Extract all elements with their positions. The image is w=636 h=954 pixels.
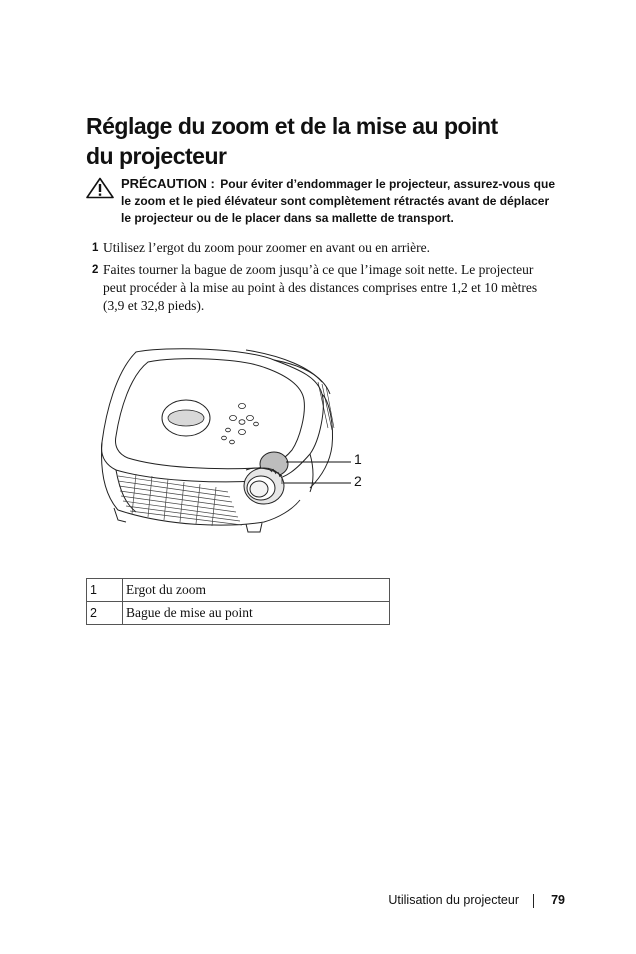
steps-list bbox=[86, 239, 576, 319]
step-text-line: Faites tourner la bague de zoom jusqu’à ce que l’image soit nette. Le projecteur bbox=[103, 262, 534, 277]
legend-number: 2 bbox=[87, 602, 123, 625]
legend-table bbox=[86, 578, 390, 625]
page-number: 79 bbox=[551, 893, 565, 907]
table-row bbox=[87, 579, 390, 602]
page-title bbox=[86, 111, 586, 171]
legend-text: Ergot du zoom bbox=[123, 579, 390, 602]
step-text-line: (3,9 et 32,8 pieds). bbox=[103, 298, 205, 313]
callout-label: 2 bbox=[354, 473, 362, 489]
step-item bbox=[86, 239, 576, 257]
projector-figure bbox=[96, 342, 386, 534]
step-number: 2 bbox=[92, 264, 99, 276]
step-item bbox=[86, 261, 576, 315]
step-number: 1 bbox=[92, 242, 99, 254]
warning-triangle-icon bbox=[86, 177, 114, 199]
caution-line-2: le zoom et le pied élévateur sont complètement rétractés avant de déplacer bbox=[121, 194, 550, 208]
step-text-line: peut procéder à la mise au point à des distances comprises entre 1,2 et 10 mètres bbox=[103, 280, 538, 295]
projector-illustration bbox=[96, 342, 386, 534]
footer-divider bbox=[533, 894, 534, 908]
title-line-2: du projecteur bbox=[86, 143, 227, 169]
title-line-1: Réglage du zoom et de la mise au point bbox=[86, 113, 498, 139]
step-text-line: Utilisez l’ergot du zoom pour zoomer en avant ou en arrière. bbox=[103, 240, 431, 255]
caution-line-1: PRÉCAUTION : Pour éviter d’endommager le projecteur, assurez-vous que bbox=[121, 176, 556, 191]
page-footer bbox=[300, 893, 567, 911]
legend-text: Bague de mise au point bbox=[123, 602, 390, 625]
legend-number: 1 bbox=[87, 579, 123, 602]
caution-label: PRÉCAUTION : bbox=[121, 176, 215, 191]
footer-section-title: Utilisation du projecteur bbox=[388, 893, 519, 907]
caution-line-3: le projecteur ou de le placer dans sa mallette de transport. bbox=[121, 211, 454, 225]
table-row bbox=[87, 602, 390, 625]
caution-text bbox=[121, 175, 571, 227]
callout-label: 1 bbox=[354, 451, 362, 467]
